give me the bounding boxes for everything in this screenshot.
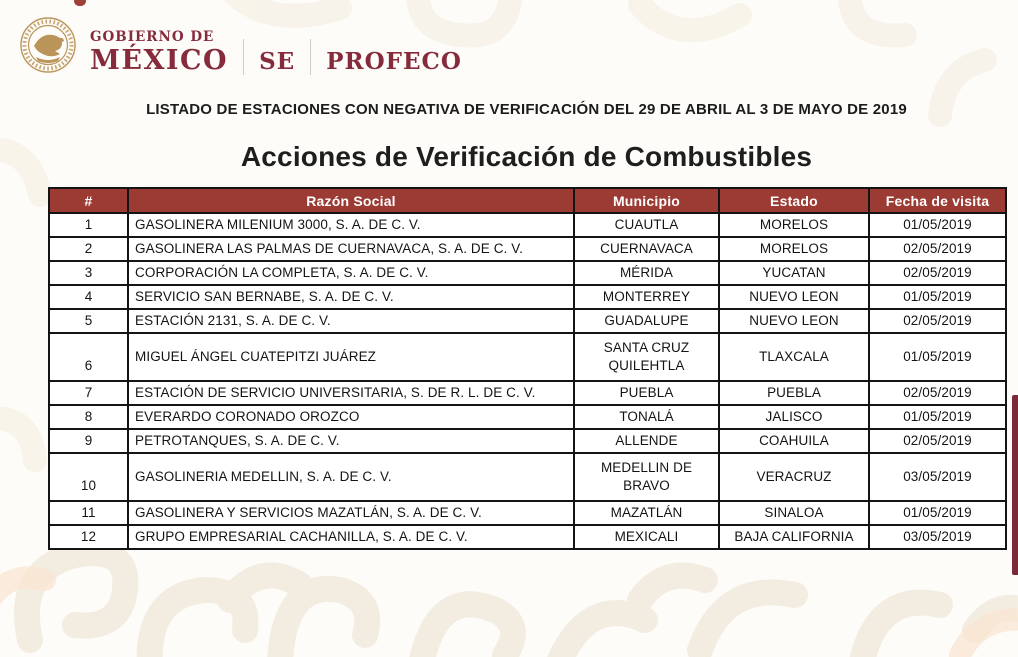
cell-num: 8 [49,405,128,429]
table-row [49,453,1006,501]
cell-razon_social: GASOLINERA LAS PALMAS DE CUERNAVACA, S. A. DE C. V. [128,237,574,261]
agency-se-logo: SE [259,48,296,75]
cell-num: 6 [49,333,128,381]
stations-table [48,187,1007,550]
cell-estado: JALISCO [719,405,869,429]
cell-fecha: 02/05/2019 [869,309,1006,333]
cell-razon_social: ESTACIÓN 2131, S. A. DE C. V. [128,309,574,333]
table-header-row [49,188,1006,213]
column-header-4: Fecha de visita [869,188,1006,213]
table-row [49,405,1006,429]
cell-razon_social: EVERARDO CORONADO OROZCO [128,405,574,429]
cell-municipio: CUAUTLA [574,213,719,237]
column-header-3: Estado [719,188,869,213]
cell-estado: VERACRUZ [719,453,869,501]
cell-num: 11 [49,501,128,525]
cell-fecha: 01/05/2019 [869,333,1006,381]
table-row [49,381,1006,405]
column-header-0: # [49,188,128,213]
wordmark-bottom-text: MÉXICO [90,45,229,76]
right-edge-ribbon-decoration [1012,395,1018,575]
cell-razon_social: MIGUEL ÁNGEL CUATEPITZI JUÁREZ [128,333,574,381]
cell-municipio: TONALÁ [574,405,719,429]
cell-municipio: GUADALUPE [574,309,719,333]
cell-razon_social: GASOLINERA Y SERVICIOS MAZATLÁN, S. A. DE C. V. [128,501,574,525]
cell-num: 1 [49,213,128,237]
mexico-coat-of-arms-icon [18,15,78,75]
cell-num: 12 [49,525,128,549]
cell-estado: SINALOA [719,501,869,525]
table-row [49,429,1006,453]
cell-municipio: PUEBLA [574,381,719,405]
cell-estado: BAJA CALIFORNIA [719,525,869,549]
cell-num: 3 [49,261,128,285]
cell-fecha: 01/05/2019 [869,213,1006,237]
cell-fecha: 01/05/2019 [869,501,1006,525]
cell-estado: TLAXCALA [719,333,869,381]
cell-estado: MORELOS [719,213,869,237]
cell-razon_social: PETROTANQUES, S. A. DE C. V. [128,429,574,453]
header-divider [243,39,244,75]
cell-razon_social: GASOLINERA MILENIUM 3000, S. A. DE C. V. [128,213,574,237]
government-header [18,14,462,76]
cell-estado: NUEVO LEON [719,285,869,309]
agency-profeco-logo: PROFECO [326,48,462,75]
table-row [49,285,1006,309]
cell-num: 4 [49,285,128,309]
cell-municipio: MEDELLIN DE BRAVO [574,453,719,501]
table-row [49,213,1006,237]
cell-fecha: 02/05/2019 [869,237,1006,261]
table-row [49,501,1006,525]
header-divider [310,39,311,75]
cell-municipio: MAZATLÁN [574,501,719,525]
cell-num: 7 [49,381,128,405]
table-row [49,525,1006,549]
cell-municipio: ALLENDE [574,429,719,453]
cell-municipio: MEXICALI [574,525,719,549]
cell-municipio: MONTERREY [574,285,719,309]
cell-num: 2 [49,237,128,261]
cell-fecha: 01/05/2019 [869,285,1006,309]
cell-municipio: CUERNAVACA [574,237,719,261]
table-row [49,261,1006,285]
cell-estado: MORELOS [719,237,869,261]
top-edge-ribbon-decoration [74,0,86,6]
cell-estado: NUEVO LEON [719,309,869,333]
cell-fecha: 02/05/2019 [869,261,1006,285]
cell-razon_social: GRUPO EMPRESARIAL CACHANILLA, S. A. DE C. V. [128,525,574,549]
page-title: Acciones de Verificación de Combustibles [240,141,813,172]
cell-municipio: SANTA CRUZ QUILEHTLA [574,333,719,381]
cell-num: 10 [49,453,128,501]
wordmark-top-text: GOBIERNO DE [90,28,215,45]
column-header-1: Razón Social [128,188,574,213]
cell-razon_social: SERVICIO SAN BERNABE, S. A. DE C. V. [128,285,574,309]
cell-fecha: 01/05/2019 [869,405,1006,429]
cell-num: 5 [49,309,128,333]
cell-municipio: MÉRIDA [574,261,719,285]
cell-fecha: 03/05/2019 [869,453,1006,501]
cell-fecha: 02/05/2019 [869,429,1006,453]
column-header-2: Municipio [574,188,719,213]
cell-razon_social: ESTACIÓN DE SERVICIO UNIVERSITARIA, S. DE R. L. DE C. V. [128,381,574,405]
gobierno-de-mexico-wordmark [90,28,229,77]
cell-fecha: 03/05/2019 [869,525,1006,549]
table-row [49,237,1006,261]
cell-estado: COAHUILA [719,429,869,453]
table-body [49,213,1006,549]
cell-estado: YUCATAN [719,261,869,285]
cell-razon_social: GASOLINERIA MEDELLIN, S. A. DE C. V. [128,453,574,501]
table-row [49,333,1006,381]
cell-estado: PUEBLA [719,381,869,405]
document-subtitle: LISTADO DE ESTACIONES CON NEGATIVA DE VERIFICACIÓN DEL 29 DE ABRIL AL 3 DE MAYO DE 2019 [146,101,907,118]
cell-razon_social: CORPORACIÓN LA COMPLETA, S. A. DE C. V. [128,261,574,285]
cell-fecha: 02/05/2019 [869,381,1006,405]
cell-num: 9 [49,429,128,453]
table-row [49,309,1006,333]
